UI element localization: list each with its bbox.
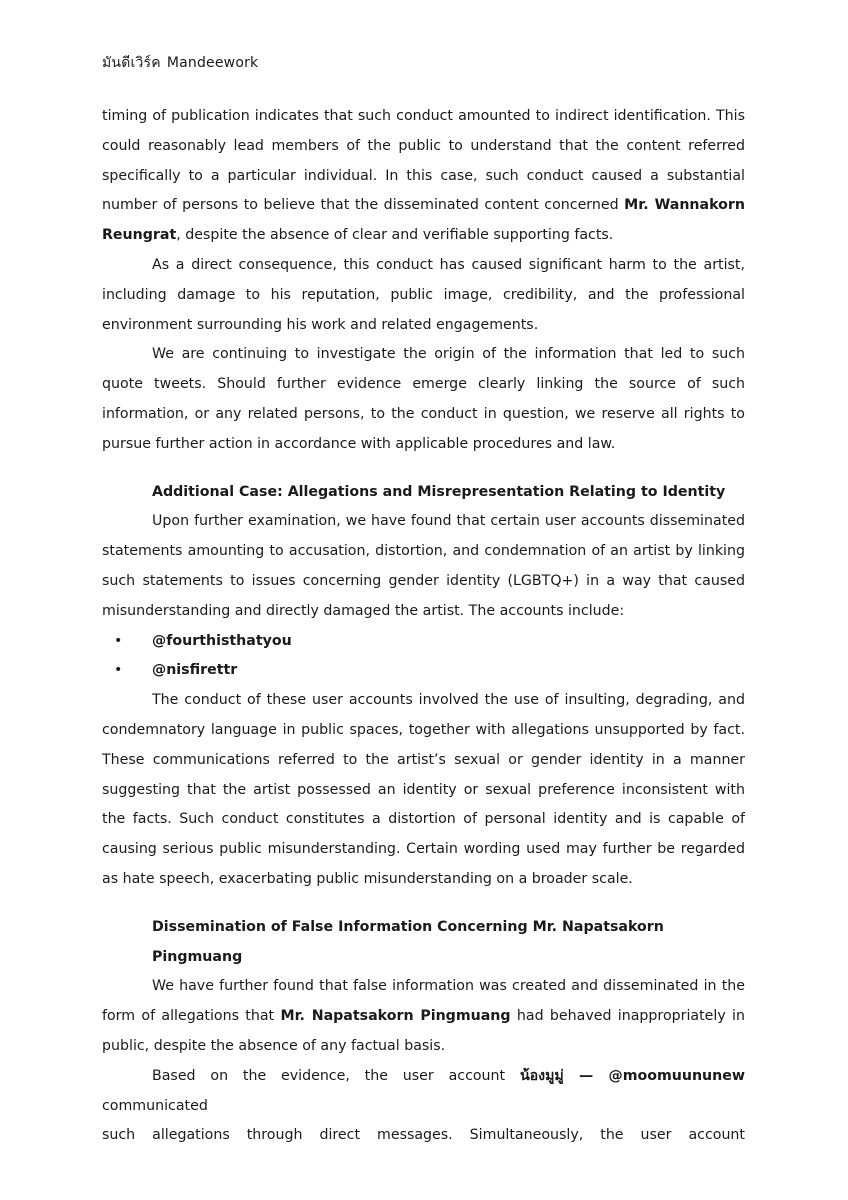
word: account (688, 1127, 745, 1144)
accounts-list (102, 627, 745, 687)
word: the (600, 1127, 624, 1144)
word: user (640, 1127, 672, 1144)
paragraph-text: communicated (102, 1097, 208, 1114)
header-thai-name: มันดีเวิร์ค (102, 55, 161, 71)
account-handle: @nisfirettr (152, 662, 238, 679)
section-heading-identity: Additional Case: Allegations and Misrepresentation Relating to Identity (152, 483, 726, 500)
list-item (102, 656, 745, 686)
paragraph-identity-intro: Upon further examination, we have found that certain user accounts disseminated statements amounting to accusation, distortion, and condemnation of an artist by linking such statements to issues concerning gender identity (LGBTQ+) in a way that caused misunderstanding and directly damaged the artist. The accounts include: (102, 513, 745, 619)
word: allegations (152, 1127, 230, 1144)
document-body (102, 102, 745, 1151)
word: through (246, 1127, 303, 1144)
bullet-icon: • (114, 662, 123, 679)
paragraph-text: had behaved inappropriately in public, despite the absence of any factual basis. (102, 1008, 745, 1054)
word: messages. (377, 1127, 453, 1144)
paragraph-identity-body: The conduct of these user accounts involved the use of insulting, degrading, and condemnatory language in public spaces, together with allegations unsupported by fact. These communications referred to the artist’s sexual or gender identity in a manner suggesting that the artist possessed an identity or sexual preference inconsistent with the facts. Such conduct constitutes a distortion of personal identity and is capable of causing serious public misunderstanding. Certain wording used may further be regarded as hate speech, exacerbating public misunderstanding on a broader scale. (102, 692, 745, 887)
person-name: Mr. Napatsakorn Pingmuang (280, 1008, 511, 1025)
paragraph-evidence-continued (102, 1121, 745, 1151)
paragraph-identification (102, 102, 745, 251)
paragraph-consequence: As a direct consequence, this conduct has caused significant harm to the artist, including damage to his reputation, public image, credibility, and the professional environment surrounding his work and related engagements. (102, 256, 745, 333)
header-latin-name: Mandeework (166, 55, 259, 71)
list-item (102, 627, 745, 657)
word: direct (319, 1127, 361, 1144)
account-handle: @fourthisthatyou (152, 632, 292, 649)
section-heading-false-info: Dissemination of False Information Concerning Mr. Napatsakorn Pingmuang (152, 918, 664, 965)
page-header (102, 52, 258, 74)
paragraph-investigation: We are continuing to investigate the origin of the information that led to such quote tweets. Should further evidence emerge clearly linking the source of such information, or any related persons, to the conduct in question, we reserve all rights to pursue further action in accordance with applicable procedures and law. (102, 346, 745, 452)
paragraph-text: Based on the evidence, the user account (152, 1067, 520, 1084)
paragraph-text: We have further found that false information was created and disseminated in the form of allegations that (102, 978, 745, 1025)
account-handle: น้องมูมู่ — @moomuununew (519, 1067, 745, 1084)
paragraph-evidence (102, 1062, 745, 1122)
paragraph-text: timing of publication indicates that such conduct amounted to indirect identification. This could reasonably lead members of the public to understand that the content referred specifically to a particular individual. In this case, such conduct caused a substantial number of persons to believe that the disseminated content concerned (102, 108, 745, 214)
word: Simultaneously, (469, 1127, 584, 1144)
person-name: Mr. Wannakorn Reungrat (102, 197, 745, 244)
word: such (102, 1127, 136, 1144)
paragraph-false-info (102, 972, 745, 1061)
paragraph-text: , despite the absence of clear and verifiable supporting facts. (176, 227, 614, 244)
bullet-icon: • (114, 632, 123, 649)
